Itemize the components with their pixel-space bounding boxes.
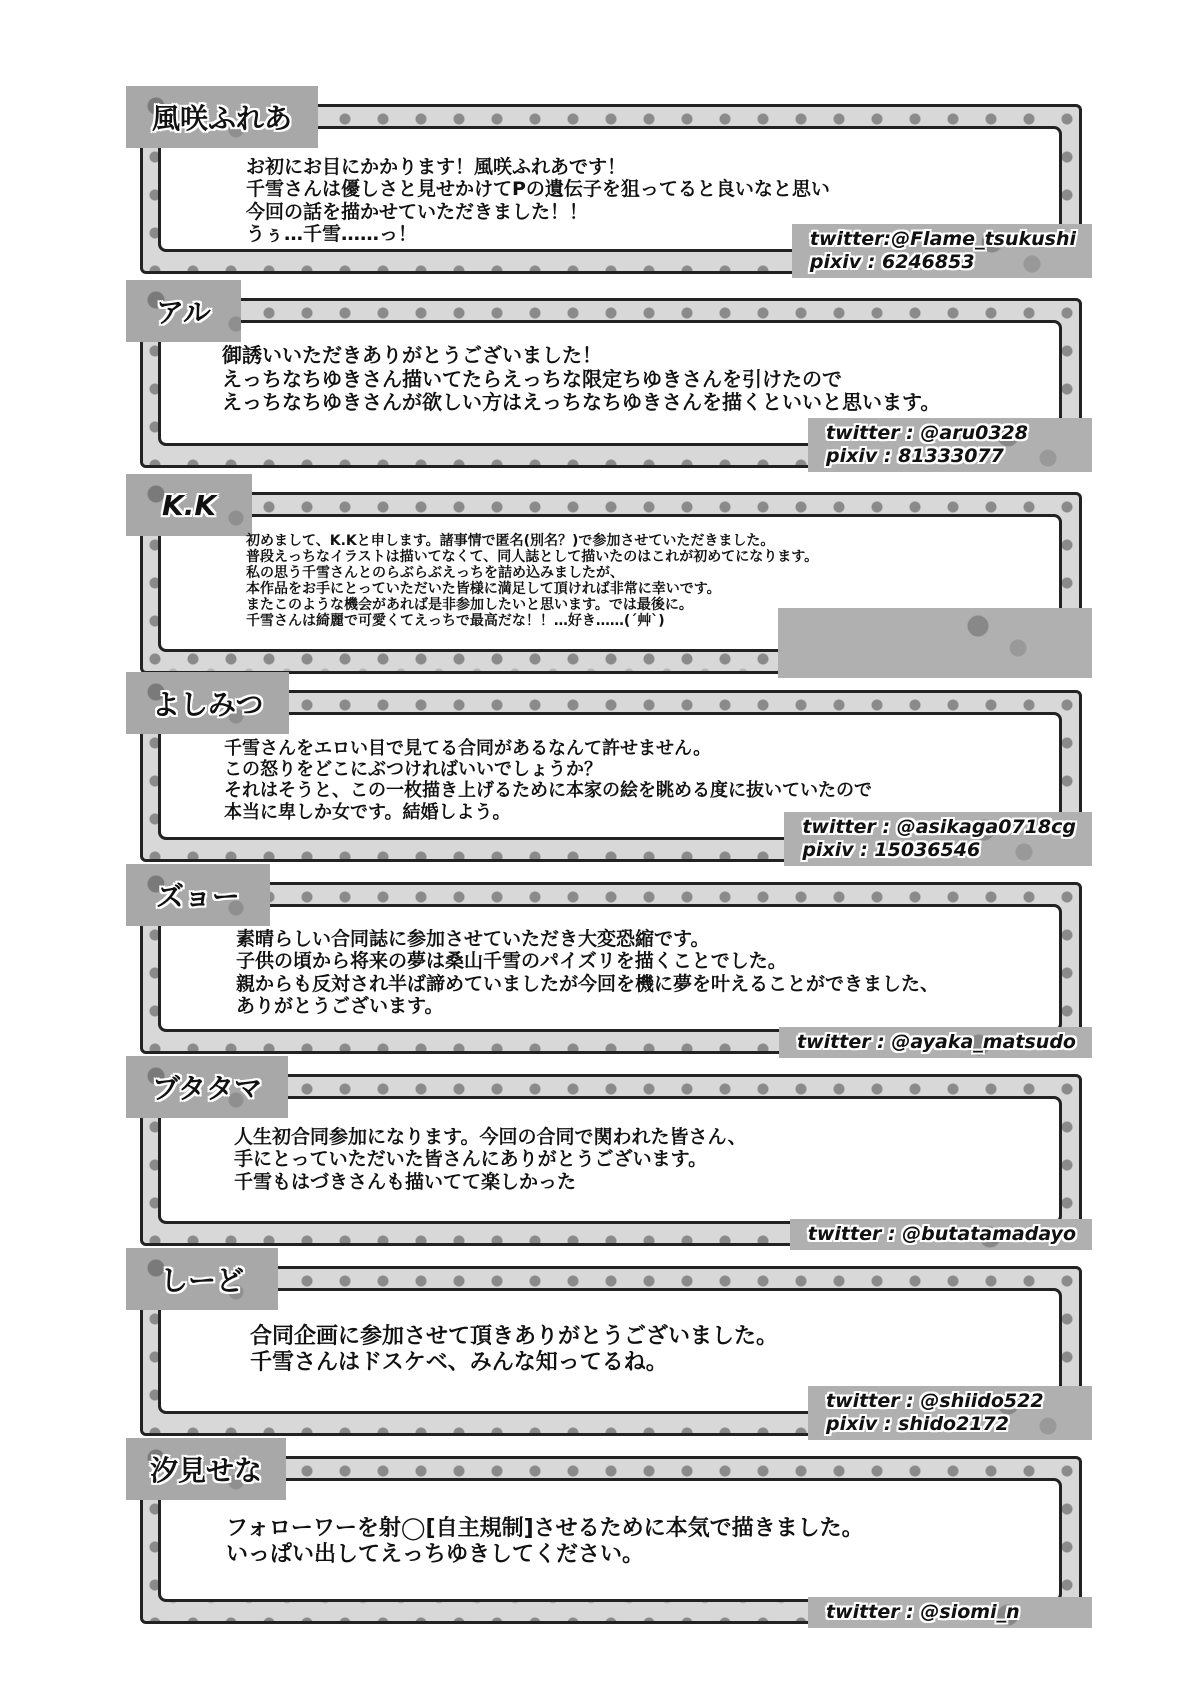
twitter-handle[interactable]: twitter : @asikaga0718cg [802,815,1076,838]
social-links [779,1027,1092,1058]
message-line: フォローワーを射◯[自主規制]させるために本気で描きました。 [226,1516,864,1541]
twitter-handle[interactable]: twitter : @shiido522 [826,1389,1044,1412]
author-name: 風咲ふれあ [126,86,318,148]
twitter-handle[interactable]: twitter : @aru0328 [826,421,1028,444]
social-links [778,608,1092,678]
message-line: 人生初合同参加になります。今回の合同で関われた皆さん、 [234,1126,747,1148]
author-name: 汐見せな [126,1438,286,1500]
message-line: 素晴らしい合同誌に参加させていただき大変恐縮です。 [236,928,710,950]
message-line: 合同企画に参加させて頂きありがとうございました。 [250,1324,779,1349]
message-line: 手にとっていただいた皆さんにありがとうございます。 [234,1148,708,1171]
author-entry [126,1248,1092,1436]
pixiv-id[interactable]: pixiv : shido2172 [826,1412,1009,1435]
author-entry [126,280,1092,468]
message-line: お初にお目にかかります！風咲ふれあです！ [246,156,627,178]
pixiv-id[interactable]: pixiv : 15036546 [802,838,981,861]
author-message [246,534,818,630]
author-message [226,1516,864,1568]
author-name: K.K [126,474,252,536]
pixiv-id[interactable]: pixiv : 81333077 [826,444,1004,467]
message-line: それはそうと、この一枚描き上げるために本家の絵を眺める度に抜いていたので [224,780,872,802]
author-entry [126,86,1092,274]
message-line: 千雪さんは綺麗で可愛くてえっちで最高だな！！…好き……(´艸`) [246,612,665,629]
social-links [792,224,1092,278]
social-links [790,1219,1092,1250]
author-name: ズョー [126,864,270,926]
message-line: 子供の頃から将来の夢は桑山千雪のパイズリを描くことでした。 [236,950,787,973]
message-line: この怒りをどこにぶつければいいでしょうか？ [224,759,602,781]
pixiv-id[interactable]: pixiv : 6246853 [809,250,975,273]
message-line: 親からも反対され半ば諦めていましたが今回を機に夢を叶えることができました、 [236,972,940,995]
message-line: ありがとうございます。 [236,995,444,1018]
message-line: 千雪さんはドスケベ、みんな知ってるね。 [250,1349,668,1375]
author-entry [126,1056,1092,1246]
twitter-handle[interactable]: twitter : @siomi_n [826,1600,1020,1623]
social-links [808,1386,1092,1440]
message-line: 千雪さんをエロい目で見てる合同があるなんて許せません。 [224,738,712,759]
message-line: えっちなちゆきさん描いてたらえっちな限定ちゆきさんを引けたので [222,366,842,391]
author-entry [126,864,1092,1054]
message-line: 本当に卑しか女です。結婚しよう。 [224,801,511,823]
social-links [784,812,1092,866]
message-line: 本作品をお手にとっていただいた皆様に満足して頂ければ非常に幸いです。 [246,580,721,597]
author-message [224,738,872,823]
twitter-handle[interactable]: twitter:@Flame_tsukushi [809,227,1076,250]
author-name: しーど [126,1248,278,1310]
author-entry [126,672,1092,862]
author-message [234,1126,747,1193]
author-message [236,928,939,1018]
author-name: ブタタマ [126,1056,288,1118]
author-message [250,1324,778,1376]
author-message [246,156,830,246]
twitter-handle[interactable]: twitter : @butatamadayo [807,1222,1076,1245]
message-line: 普段えっちなイラストは描いてなくて、同人誌として描いたのはこれが初めてになります。 [246,548,819,565]
message-line: いっぱい出してえっちゆきしてください。 [226,1541,645,1567]
message-line: 私の思う千雪さんとのらぶらぶえっちを詰め込みましたが、 [246,564,624,581]
message-line: うぅ…千雪……っ！ [246,223,418,246]
author-name: よしみつ [126,672,289,734]
message-line: 御誘いいただきありがとうございました！ [222,343,602,367]
author-entry [126,1438,1092,1624]
author-entry [126,474,1092,674]
message-line: 千雪さんは優しさと見せかけてPの遺伝子を狙ってると良いなと思い [246,178,830,201]
message-line: またこのような機会があれば是非参加したいと思います。では最後に。 [246,596,693,613]
twitter-handle[interactable]: twitter : @ayaka_matsudo [797,1030,1076,1053]
author-message [222,344,940,415]
author-name: アル [126,280,241,342]
message-line: 千雪もはづきさんも描いてて楽しかった [234,1170,577,1193]
message-line: 今回の話を描かせていただきました！！ [246,200,589,223]
social-links [808,418,1092,472]
message-line: 初めまして、K.Kと申します。諸事情で匿名(別名？)で参加させていただきました。 [246,533,775,549]
message-line: えっちなちゆきさんが欲しい方はえっちなちゆきさんを描くといいと思います。 [222,390,941,415]
social-links [808,1597,1092,1628]
